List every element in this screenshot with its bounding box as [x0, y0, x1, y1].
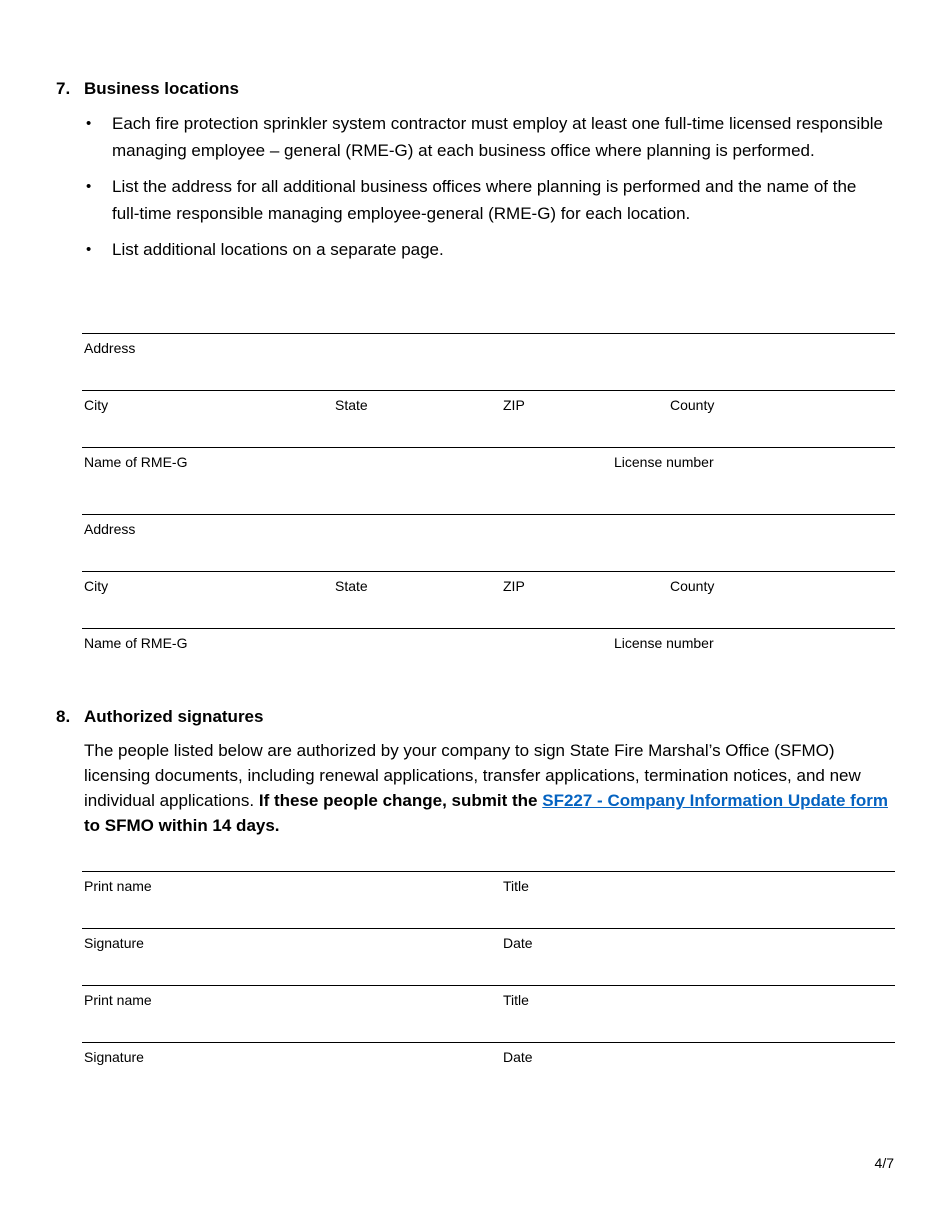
rme-name-label: Name of RME-G	[84, 635, 188, 651]
bullet-icon: •	[86, 241, 92, 258]
list-item: • List the address for all additional business offices where planning is performed and the name of the full-time responsible managing employee-general (RME-G) for each location.	[84, 173, 884, 227]
date-label: Date	[503, 1049, 533, 1065]
license-number-label: License number	[614, 454, 714, 470]
list-item: • Each fire protection sprinkler system contractor must employ at least one full-time licensed responsible managing employee – general (RME-G) at each business office where planning is performed.	[84, 110, 884, 164]
section-number: 7.	[56, 79, 71, 98]
county-label: County	[670, 397, 715, 413]
section-7-heading	[56, 78, 239, 100]
title-label: Title	[503, 992, 529, 1008]
county-label: County	[670, 578, 715, 594]
signature-label: Signature	[84, 1049, 144, 1065]
sf227-form-link[interactable]: SF227 - Company Information Update form	[542, 791, 888, 810]
page-number: 4/7	[874, 1155, 894, 1171]
title-label: Title	[503, 878, 529, 894]
section-title: Authorized signatures	[84, 707, 264, 726]
signature-label: Signature	[84, 935, 144, 951]
city-state-zip-row[interactable]	[82, 571, 895, 628]
print-name-label: Print name	[84, 878, 152, 894]
print-name-row[interactable]	[82, 871, 895, 928]
rme-row[interactable]	[82, 447, 895, 504]
rme-row[interactable]	[82, 628, 895, 685]
list-item: • List additional locations on a separate page.	[84, 236, 884, 263]
address-label: Address	[84, 521, 136, 537]
address-field[interactable]	[82, 333, 895, 390]
signature-row[interactable]	[82, 928, 895, 985]
signature-row[interactable]	[82, 1042, 895, 1099]
zip-label: ZIP	[503, 578, 525, 594]
city-label: City	[84, 397, 109, 413]
section-8-heading	[56, 706, 263, 728]
section-number: 8.	[56, 707, 71, 726]
city-label: City	[84, 578, 109, 594]
state-label: State	[335, 578, 368, 594]
authorization-paragraph: The people listed below are authorized by your company to sign State Fire Marshal’s Office (SFMO) licensing documents, including renewal applications, transfer applications, termination notices, and new individual applications. If these people change, submit the SF227 - Company Information Update form to SFMO within 14 days.	[84, 741, 888, 835]
address-label: Address	[84, 340, 136, 356]
license-number-label: License number	[614, 635, 714, 651]
bullet-icon: •	[86, 115, 92, 132]
bullet-list	[84, 110, 884, 272]
print-name-label: Print name	[84, 992, 152, 1008]
state-label: State	[335, 397, 368, 413]
city-state-zip-row[interactable]	[82, 390, 895, 447]
section-title: Business locations	[84, 79, 239, 98]
date-label: Date	[503, 935, 533, 951]
print-name-row[interactable]	[82, 985, 895, 1042]
rme-name-label: Name of RME-G	[84, 454, 188, 470]
zip-label: ZIP	[503, 397, 525, 413]
bullet-icon: •	[86, 178, 92, 195]
address-field[interactable]	[82, 514, 895, 571]
